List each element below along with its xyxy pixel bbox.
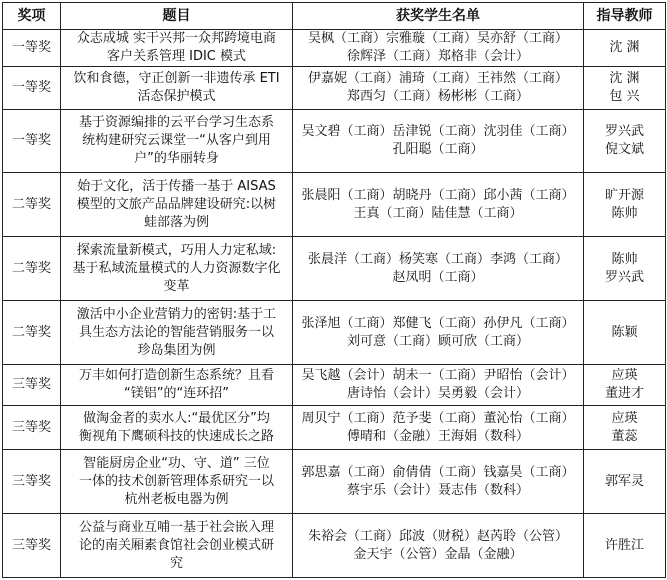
title-cell	[61, 237, 293, 301]
students-cell	[293, 67, 584, 110]
students-cell	[293, 514, 584, 578]
advisor-line: 沈 渊	[609, 71, 640, 86]
table-row	[3, 406, 666, 450]
title-line: 基于资源编排的云平台学习生态系	[78, 115, 274, 130]
students-line: 张晨阳（工商）胡晓丹（工商）邱小茜（工商）	[301, 187, 575, 203]
title-cell	[61, 450, 293, 514]
title-line: 始于文化，活于传播一基于 AISAS	[77, 178, 276, 194]
advisor-line: 包 兴	[609, 89, 640, 104]
title-cell	[61, 514, 293, 578]
title-line: 激活中小企业营销力的密钥:基于工	[76, 306, 277, 322]
advisor-line: 罗兴武	[604, 124, 644, 139]
title-line: 做淘金者的卖水人:“最优区分”均	[83, 410, 270, 426]
title-line: “镁铝”的“连环招”	[124, 386, 229, 401]
students-cell	[293, 406, 584, 450]
students-line: 朱裕会（工商）邱波（财税）赵芮聆（公管）	[307, 528, 568, 544]
table-row	[3, 450, 666, 514]
advisor-cell	[584, 173, 666, 237]
students-line: 吴飞越（会计）胡未一（工商）尹昭怡（会计）	[301, 368, 575, 383]
title-line: 活态保护模式	[137, 89, 216, 104]
award-cell: 二等奖	[3, 173, 61, 237]
title-line: 变革	[163, 278, 190, 294]
students-line: 赵凤明（工商）	[392, 269, 484, 285]
advisor-cell	[584, 365, 666, 406]
students-line: 蔡宇乐（会计）聂志伟（数科）	[346, 482, 529, 498]
title-line: 杭州老板电器为例	[124, 491, 229, 507]
students-line: 孔阳聪（工商）	[392, 142, 484, 157]
advisor-cell	[584, 301, 666, 365]
header-advisors: 指导教师	[584, 3, 666, 30]
award-cell: 三等奖	[3, 450, 61, 514]
advisor-line: 董蕊	[611, 428, 638, 444]
students-line: 吴枫（工商）宗雅璇（工商）吴亦舒（工商）	[307, 31, 568, 46]
students-line: 金天宇（公管）金晶（金融）	[353, 546, 523, 562]
advisor-line: 应瑛	[611, 368, 638, 383]
header-students: 获奖学生名单	[293, 3, 584, 30]
header-award: 奖项	[3, 3, 61, 30]
title-line: 论的南关厢素食馆社会创业模式研	[78, 537, 274, 553]
title-cell	[61, 110, 293, 173]
title-line: 一体的技术创新管理体系研究一以	[78, 473, 274, 489]
advisor-cell	[584, 514, 666, 578]
students-line: 张晨洋（工商）杨笑寒（工商）李鸿（工商）	[307, 251, 568, 267]
advisor-line: 旷开源	[604, 187, 644, 203]
advisor-line: 陈颖	[611, 324, 638, 340]
students-line: 傅晴和（金融）王海娟（数科）	[346, 428, 529, 444]
advisor-line: 罗兴武	[604, 269, 644, 285]
title-line: 蛙部落为例	[143, 214, 209, 230]
table-row	[3, 173, 666, 237]
students-line: 张泽旭（工商）郑健飞（工商）孙伊凡（工商）	[301, 315, 575, 331]
award-cell: 三等奖	[3, 514, 61, 578]
title-line: 具生态方法论的智能营销服务一以	[78, 324, 274, 340]
award-cell: 一等奖	[3, 110, 61, 173]
title-line: 万丰如何打造创新生态系统？且看	[78, 368, 274, 383]
advisor-cell	[584, 450, 666, 514]
students-line: 郭思嘉（工商）俞倩倩（工商）钱嘉昊（工商）	[301, 464, 575, 480]
award-cell: 三等奖	[3, 365, 61, 406]
advisor-line: 倪文斌	[604, 142, 644, 157]
table-body	[3, 30, 666, 578]
advisor-line: 陈帅	[611, 251, 638, 267]
table-row	[3, 237, 666, 301]
students-cell	[293, 365, 584, 406]
table-row	[3, 365, 666, 406]
title-line: 基于私域流量模式的人力资源数字化	[72, 260, 281, 276]
title-line: 公益与商业互哺一基于社会嵌入理	[78, 519, 274, 535]
students-line: 徐辉泽（工商）郑格非（会计）	[346, 49, 529, 64]
title-cell	[61, 406, 293, 450]
header-title: 题目	[61, 3, 293, 30]
students-line: 吴文碧（工商）岳津锐（工商）沈羽佳（工商）	[301, 124, 575, 139]
title-line: 究	[169, 555, 183, 571]
advisor-line: 许胜江	[604, 537, 644, 553]
students-line: 刘可意（工商）顾可欣（工商）	[346, 333, 529, 349]
title-line: 统构建研究云课堂一“从客户到用	[82, 133, 271, 148]
title-line: 饮和食德，守正创新一非遗传承 ETI	[73, 71, 280, 86]
award-cell: 二等奖	[3, 237, 61, 301]
title-line: 智能厨房企业“功、守、道” 三位	[83, 455, 270, 471]
students-cell	[293, 173, 584, 237]
table-row	[3, 301, 666, 365]
students-cell	[293, 30, 584, 67]
award-cell: 一等奖	[3, 30, 61, 67]
title-line: 模型的文旅产品品牌建设研究:以树	[76, 196, 277, 212]
table-row	[3, 30, 666, 67]
title-cell	[61, 301, 293, 365]
students-line: 郑西匀（工商）杨彬彬（工商）	[346, 89, 529, 104]
students-cell	[293, 110, 584, 173]
title-line: 户”的华丽转身	[134, 151, 219, 166]
advisor-line: 董进才	[604, 386, 644, 401]
advisor-line: 沈 渊	[609, 40, 640, 55]
title-cell	[61, 173, 293, 237]
students-cell	[293, 450, 584, 514]
award-cell: 一等奖	[3, 67, 61, 110]
advisor-cell	[584, 237, 666, 301]
title-cell	[61, 67, 293, 110]
title-line: 客户关系管理 IDIC 模式	[106, 49, 247, 64]
advisor-line: 陈帅	[611, 205, 638, 221]
table-row	[3, 110, 666, 173]
advisor-cell	[584, 30, 666, 67]
students-cell	[293, 301, 584, 365]
title-line: 探索流量新模式，巧用人力定私域:	[76, 242, 277, 258]
students-cell	[293, 237, 584, 301]
award-cell: 三等奖	[3, 406, 61, 450]
advisor-line: 应瑛	[611, 410, 638, 426]
students-line: 唐诗怡（会计）吴勇毅（会计）	[346, 386, 529, 401]
students-line: 王真（工商）陆佳慧（工商）	[353, 205, 523, 221]
title-line: 衡视角下鹰硕科技的快速成长之路	[78, 428, 274, 444]
title-cell	[61, 365, 293, 406]
award-table	[2, 2, 666, 578]
advisor-cell	[584, 67, 666, 110]
title-line: 珍岛集团为例	[137, 342, 216, 358]
advisor-cell	[584, 406, 666, 450]
students-line: 周贝宁（工商）范予斐（工商）董沁怡（工商）	[301, 410, 575, 426]
table-header-row	[3, 3, 666, 30]
students-line: 伊嘉妮（工商）浦琦（工商）王祎然（工商）	[307, 71, 568, 86]
title-line: 众志成城 实干兴邦一众邦跨境电商	[76, 31, 277, 46]
advisor-line: 郭军灵	[604, 473, 644, 489]
award-cell: 二等奖	[3, 301, 61, 365]
table-row	[3, 514, 666, 578]
title-cell	[61, 30, 293, 67]
advisor-cell	[584, 110, 666, 173]
table-row	[3, 67, 666, 110]
